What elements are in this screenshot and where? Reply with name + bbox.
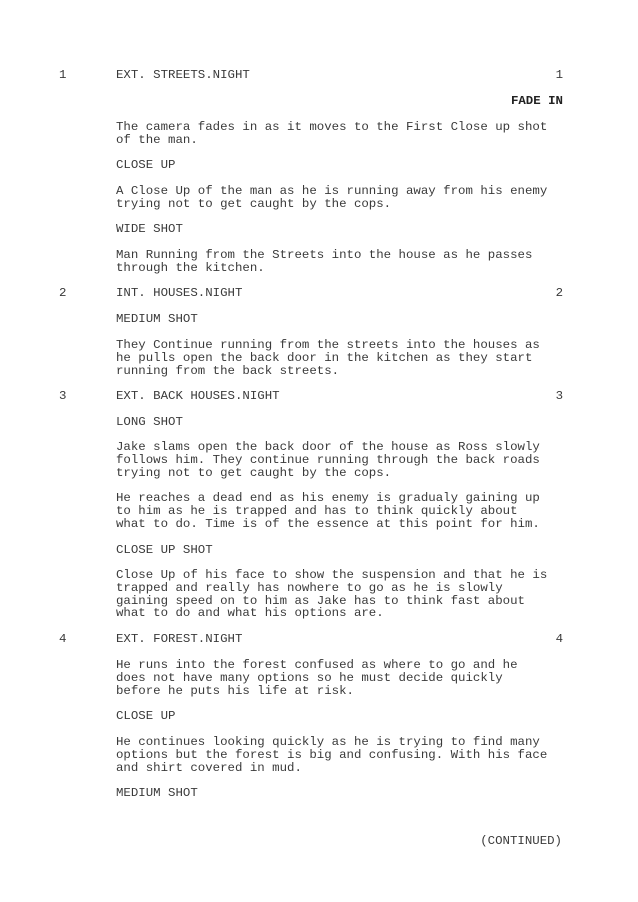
action-block: He continues looking quickly as he is trying to find many options but the forest is big and confusing. With his face and shirt covered in mud. xyxy=(116,735,548,775)
scene-heading-4 xyxy=(0,633,638,646)
scene-number-right: 1 xyxy=(555,68,563,82)
scene-title: EXT. STREETS.NIGHT xyxy=(116,68,250,82)
scene-number-right: 3 xyxy=(555,389,563,403)
scene-number-right: 4 xyxy=(555,632,563,646)
scene-title: INT. HOUSES.NIGHT xyxy=(116,286,243,300)
action-block: Man Running from the Streets into the house as he passes through the kitchen. xyxy=(116,248,533,275)
scene-title: EXT. FOREST.NIGHT xyxy=(116,632,243,646)
shot-label: LONG SHOT xyxy=(116,415,183,429)
action-block: They Continue running from the streets into the houses as he pulls open the back door in the kitchen as they start running from the back streets. xyxy=(116,338,540,378)
shot-label: CLOSE UP SHOT xyxy=(116,543,213,557)
scene-heading-3 xyxy=(0,390,638,403)
action-block: He runs into the forest confused as where to go and he does not have many options so he must decide quickly before he puts his life at risk. xyxy=(116,658,518,698)
action-block: Jake slams open the back door of the house as Ross slowly follows him. They continue running through the back roads trying not to get caught by the cops. xyxy=(116,440,540,480)
shot-label: MEDIUM SHOT xyxy=(116,786,198,800)
scene-heading-2 xyxy=(0,287,638,300)
scene-number-right: 2 xyxy=(555,286,563,300)
shot-label: WIDE SHOT xyxy=(116,222,183,236)
transition-fade-in: FADE IN xyxy=(510,94,563,108)
action-block: A Close Up of the man as he is running away from his enemy trying not to get caught by the cops. xyxy=(116,184,548,211)
continued-marker: (CONTINUED) xyxy=(480,834,562,848)
action-block: Close Up of his face to show the suspension and that he is trapped and really has nowhere to go as he is slowly gaining speed on to him as Jake has to think fast about what to do and what his options are. xyxy=(116,568,548,621)
scene-number-left: 1 xyxy=(59,68,67,82)
scene-number-left: 2 xyxy=(59,286,67,300)
shot-label: CLOSE UP xyxy=(116,158,176,172)
scene-number-left: 3 xyxy=(59,389,67,403)
action-block: He reaches a dead end as his enemy is gradualy gaining up to him as he is trapped and has to think quickly about what to do. Time is of the essence at this point for him. xyxy=(116,491,540,531)
action-block: The camera fades in as it moves to the First Close up shot of the man. xyxy=(116,120,548,147)
shot-label: CLOSE UP xyxy=(116,709,176,723)
scene-title: EXT. BACK HOUSES.NIGHT xyxy=(116,389,280,403)
shot-label: MEDIUM SHOT xyxy=(116,312,198,326)
scene-number-left: 4 xyxy=(59,632,67,646)
scene-heading-1 xyxy=(0,69,638,82)
